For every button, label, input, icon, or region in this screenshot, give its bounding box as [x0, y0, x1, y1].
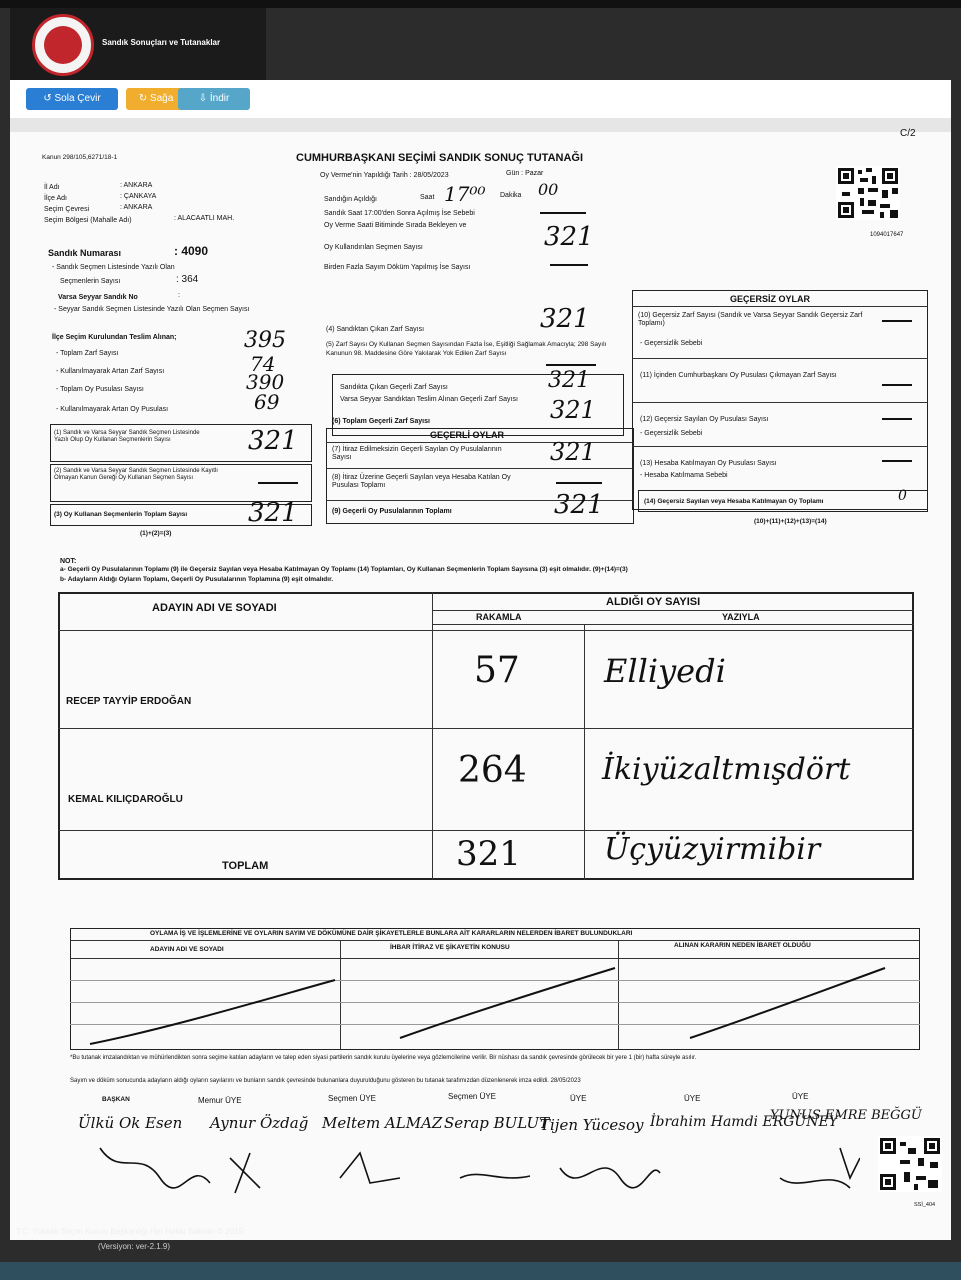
- invalid-votes-header: GEÇERSİZ OYLAR: [730, 294, 811, 304]
- copyright: T.C. Yüksek Seçim Kurulu Başkanlığı Her Hakkı Saklıdır © 2019: [16, 1227, 244, 1236]
- col-candidate: ADAYIN ADI VE SOYADI: [152, 602, 277, 614]
- invalid-total-label: (14) Geçersiz Sayılan veya Hesaba Katılmayan Oy Toplamı: [644, 498, 824, 505]
- unused-ballots-label: - Kullanılmayarak Artan Oy Pusulası: [56, 406, 169, 413]
- saat-label: Saat: [420, 194, 435, 201]
- total-valid-envelopes-value: 321: [550, 396, 596, 424]
- col-votes: ALDIĞI OY SAYISI: [606, 596, 701, 608]
- sig-name-2: Aynur Özdağ: [210, 1114, 309, 1132]
- qr-code-bottom-icon: [878, 1136, 942, 1192]
- sig-name-1: Ülkü Ok Esen: [78, 1114, 183, 1132]
- sig-role-7: ÜYE: [792, 1092, 809, 1101]
- candidate-1-votes: 57: [474, 650, 520, 691]
- total-voters-value: 321: [248, 498, 298, 528]
- queue-label: Oy Verme Saati Bitiminde Sırada Bekleyen ve: [324, 222, 467, 229]
- notes-title: NOT:: [60, 558, 77, 565]
- sig-role-2: Memur ÜYE: [198, 1096, 242, 1105]
- sig-role-4: Seçmen ÜYE: [448, 1092, 497, 1101]
- invalid-envelopes-label: (10) Geçersiz Zarf Sayısı (Sandık ve Varsa Seyyar Sandık Geçersiz Zarf Toplamı): [638, 312, 863, 327]
- vote-day: Gün : Pazar: [506, 170, 544, 177]
- footnote-2: Sayım ve döküm sonucunda adayların aldığı oyların sayılarını ve bunların sandık çevresinde bulunanlara duyurulduğunu gösteren bu tutanak tarafımızdan düzenlenerek imza edildi. 28/05/2023: [70, 1078, 581, 1084]
- ilce-label: İlçe Adı: [44, 195, 67, 202]
- total-envelopes-value: 395: [244, 328, 286, 353]
- strike-lines: [70, 958, 920, 1050]
- sig-role-6: ÜYE: [684, 1094, 701, 1103]
- dakika-label: Dakika: [500, 192, 522, 199]
- envelopes-out-value: 321: [540, 304, 590, 334]
- candidate-1-words: Elliyedi: [604, 652, 726, 690]
- rotate-left-button[interactable]: ↺ Sola Çevir: [26, 88, 118, 110]
- unused-ballots-value: 69: [254, 390, 280, 414]
- candidate-2-votes: 264: [458, 750, 527, 791]
- cevre-label: Seçim Çevresi: [44, 206, 90, 213]
- opening-label: Sandığın Açıldığı: [324, 196, 377, 203]
- qr-code-icon: [836, 166, 900, 220]
- total-voters-label: (3) Oy Kullanan Seçmenlerin Toplam Sayısı: [54, 511, 188, 518]
- il-value: : ANKARA: [120, 182, 153, 189]
- total-envelopes-label: - Toplam Zarf Sayısı: [56, 350, 119, 357]
- footnote-1: *Bu tutanak imzalandıktan ve mühürlendikten sonra seçime katılan adayların ve talep eden siyasi partilerin sandık kurulu üyelerine veya gözlemcilerine verilir. Bir nüshası da sandık çevresinde görülecek bir yere 1 (bir) hafta süreyle asılır.: [70, 1055, 697, 1061]
- dakika-value: 00: [538, 180, 559, 199]
- col-numeric: RAKAMLA: [476, 612, 522, 622]
- app-title: Sandık Sonuçları ve Tutanaklar: [102, 38, 221, 47]
- total-label: TOPLAM: [222, 860, 269, 872]
- sig-name-3: Meltem ALMAZ: [322, 1114, 443, 1132]
- sig-name-6: İbrahim Hamdi ERGÜNEY: [650, 1114, 838, 1130]
- note-b: b- Adayların Aldığı Oyların Toplamı, Geçerli Oy Pusulalarının Toplamına (9) eşit olmalıdır.: [60, 576, 334, 583]
- col-words: YAZIYLA: [722, 612, 760, 622]
- empty-envelopes-label: (11) İçinden Cumhurbaşkanı Oy Pusulası Çıkmayan Zarf Sayısı: [640, 372, 837, 379]
- total-ballots-label: - Toplam Oy Pusulası Sayısı: [56, 386, 144, 393]
- document-viewer: [10, 80, 951, 1240]
- invalid-total-value: 0: [898, 488, 907, 504]
- form-code: C/2: [900, 128, 916, 139]
- sig-name-5: Tijen Yücesoy: [540, 1116, 644, 1134]
- total-valid-envelopes-label: (6) Toplam Geçerli Zarf Sayısı: [332, 418, 430, 425]
- note-a: a- Geçerli Oy Pusulalarının Toplamı (9) ile Geçersiz Sayılan veya Hesaba Katılmayan Oy Toplamı (14) Toplamları, Oy Kullanan Seçmenlerin Toplam Sayısına (3) eşit olmalıdır. (9)+(14)=(3): [60, 566, 628, 573]
- list-count-label: - Sandık Seçmen Listesinde Yazılı Olan: [52, 264, 175, 271]
- download-button[interactable]: ⇩ İndir: [178, 88, 250, 110]
- valid-envelopes-value: 321: [548, 368, 590, 393]
- candidate-2-words: İkiyüzaltmışdört: [602, 752, 851, 787]
- unused-envelopes-label: - Kullanılmayarak Artan Zarf Sayısı: [56, 368, 165, 375]
- mobile-envelopes-label: Varsa Seyyar Sandıktan Teslim Alınan Geçerli Zarf Sayısı: [340, 396, 518, 403]
- rotate-left-icon: ↺: [43, 93, 55, 104]
- il-label: İl Adı: [44, 184, 60, 191]
- version: (Versiyon: ver-2.1.9): [98, 1242, 171, 1251]
- ysk-logo: [32, 14, 94, 76]
- not-counted-label: (13) Hesaba Katılmayan Oy Pusulası Sayısı: [640, 460, 777, 467]
- formula-right: (10)+(11)+(12)+(13)=(14): [754, 518, 827, 525]
- envelopes-out-label: (4) Sandıktan Çıkan Zarf Sayısı: [326, 326, 425, 333]
- box-number: : 4090: [174, 244, 209, 258]
- rotate-right-button[interactable]: ↻ Sağa: [126, 88, 186, 110]
- bolge-label: Seçim Bölgesi (Mahalle Adı): [44, 217, 132, 224]
- app-header: [10, 8, 266, 80]
- valid-envelopes-label: Sandıkta Çıkan Geçerli Zarf Sayısı: [340, 384, 448, 391]
- rotate-right-icon: ↻: [138, 93, 150, 104]
- total-ballots-value: 390: [246, 370, 285, 394]
- sig-role-5: ÜYE: [570, 1094, 587, 1103]
- mobile-list-label: - Seyyar Sandık Seçmen Listesinde Yazılı Olan Seçmen Sayısı: [54, 306, 250, 313]
- invalid-ballots-label: (12) Geçersiz Sayılan Oy Pusulası Sayısı: [640, 416, 769, 423]
- cevre-value: : ANKARA: [120, 204, 153, 211]
- list-count: : 364: [176, 274, 199, 285]
- ilce-value: : ÇANKAYA: [120, 193, 157, 200]
- not-counted-reason: - Hesaba Katılmama Sebebi: [640, 472, 728, 479]
- document-title: CUMHURBAŞKANI SEÇİMİ SANDIK SONUÇ TUTANAĞI: [296, 152, 584, 164]
- invalid-ballots-reason: - Geçersizlik Sebebi: [640, 430, 703, 437]
- vote-date: Oy Verme'nin Yapıldığı Tarih : 28/05/2023: [320, 172, 449, 179]
- total-votes: 321: [456, 834, 521, 874]
- voters-on-list-value: 321: [248, 426, 298, 456]
- queue-value: 321: [544, 222, 594, 252]
- sig-role-3: Seçmen ÜYE: [328, 1094, 377, 1103]
- bottom-bar: [0, 1262, 961, 1280]
- recount-label: Birden Fazla Sayım Döküm Yapılmış İse Sayısı: [324, 264, 471, 271]
- saat-value: 17⁰⁰: [444, 182, 486, 206]
- received-header: İlçe Seçim Kurulundan Teslim Alınan;: [52, 334, 177, 341]
- complaints-col-candidate: ADAYIN ADI VE SOYADI: [150, 946, 224, 953]
- complaints-title: OYLAMA İŞ VE İŞLEMLERİNE VE OYLARIN SAYIM VE DÖKÜMÜNE DAİR ŞİKAYETLERLE BUNLARA AİT KARARLARIN NELERDEN İBARET BULUNDUKLARI: [150, 930, 633, 937]
- sig-role-1: BAŞKAN: [102, 1096, 130, 1103]
- top-bar: [0, 0, 961, 8]
- sig-name-4: Serap BULUT: [444, 1114, 550, 1132]
- download-icon: ⇩: [198, 93, 210, 104]
- formula-left: (1)+(2)=(3): [140, 530, 172, 537]
- unregistered-voters-label: (2) Sandık ve Varsa Seyyar Sandık Seçmen Listesinde Kayıtlı Olmayan Kanun Gereği Oy Kullanan Seçmen Sayısı: [54, 468, 218, 481]
- candidate-2-name: KEMAL KILIÇDAROĞLU: [68, 794, 183, 805]
- candidate-1-name: RECEP TAYYİP ERDOĞAN: [66, 696, 192, 707]
- list-count-label2: Seçmenlerin Sayısı: [60, 278, 121, 285]
- uncontested-ballots-value: 321: [550, 438, 596, 466]
- barcode-number: 1094017647: [870, 232, 904, 238]
- unused-envelopes-value: 74: [250, 352, 276, 376]
- complaints-col-decision: ALINAN KARARIN NEDEN İBARET OLDUĞU: [674, 942, 811, 949]
- valid-ballots-total-label: (9) Geçerli Oy Pusulalarının Toplamı: [332, 508, 452, 515]
- mobile-box-value: :: [178, 292, 180, 299]
- burned-envelopes-label: (5) Zarf Sayısı Oy Kullanan Seçmen Sayısından Fazla İse, Eşitliği Sağlamak Amacıyla; 298 Sayılı Kanunun 98. Maddesine Göre Yakılarak Yok Edilen Zarf Sayısı: [326, 341, 607, 357]
- tutanak-scan: [10, 118, 951, 1240]
- voters-on-list-label: (1) Sandık ve Varsa Seyyar Sandık Seçmen Listesinde Yazılı Olup Oy Kullanan Seçmenlerin Sayısı: [54, 430, 200, 443]
- total-words: Üçyüzyirmibir: [604, 832, 821, 867]
- valid-ballots-total-value: 321: [554, 490, 604, 520]
- contested-ballots-label: (8) İtiraz Üzerine Geçerli Sayılan veya Hesaba Katılan Oy Pusulası Toplamı: [332, 474, 511, 489]
- after17-label: Sandık Saat 17:00'den Sonra Açılmış İse Sebebi: [324, 210, 475, 217]
- uncontested-ballots-label: (7) İtiraz Edilmeksizin Geçerli Sayılan Oy Pusulalarının Sayısı: [332, 446, 502, 461]
- signature-scribbles: [60, 1138, 860, 1198]
- form-footer-code: SSİ_404: [914, 1202, 936, 1208]
- box-number-label: Sandık Numarası: [48, 248, 122, 258]
- valid-votes-header: GEÇERLİ OYLAR: [430, 430, 505, 440]
- voters-label: Oy Kullandırılan Seçmen Sayısı: [324, 244, 423, 251]
- sig-name-7: YUNUS EMRE BEĞGÜ: [770, 1108, 922, 1123]
- bolge-value: : ALACAATLI MAH.: [174, 215, 235, 222]
- mobile-box-label: Varsa Seyyar Sandık No: [58, 294, 138, 301]
- invalid-reason-label: - Geçersizlik Sebebi: [640, 340, 703, 347]
- kanun-ref: Kanun 298/105,6271/18-1: [42, 154, 118, 161]
- complaints-col-subject: İHBAR İTİRAZ VE ŞİKAYETİN KONUSU: [390, 944, 510, 951]
